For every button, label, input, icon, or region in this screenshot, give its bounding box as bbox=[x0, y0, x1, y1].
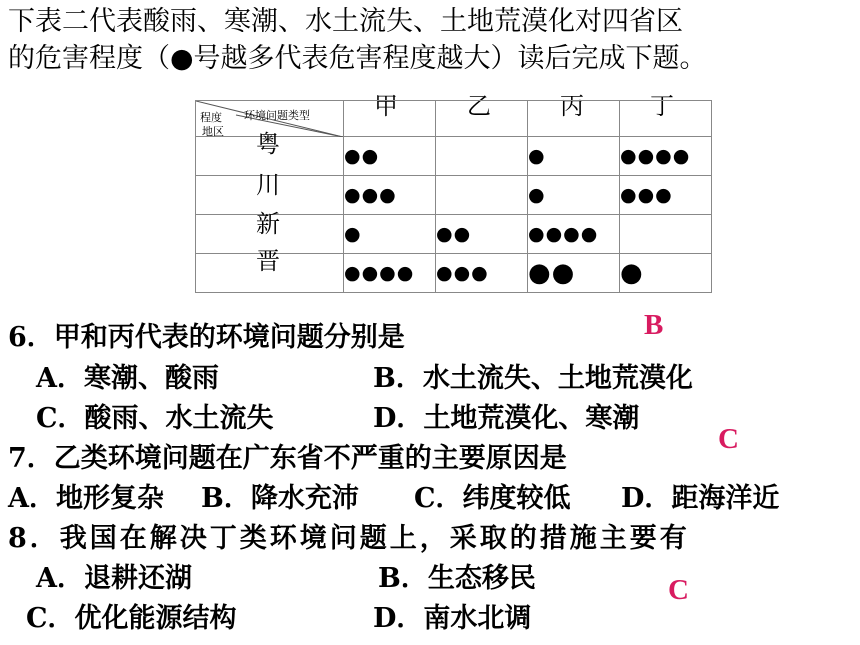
cell-yue-bing: ● bbox=[528, 137, 620, 176]
cell-jin-yi: ●●● bbox=[436, 254, 528, 293]
header-problem: 环境问题类型 bbox=[244, 109, 310, 122]
question-8-option-a: A．退耕还湖 bbox=[36, 563, 192, 594]
cell-yue-jia: ●● bbox=[344, 137, 436, 176]
region-label-xin: 新 bbox=[256, 210, 280, 238]
column-header-bing: 丙 bbox=[560, 92, 584, 120]
cell-xin-yi: ●● bbox=[436, 215, 528, 254]
question-8-option-b: B．生态移民 bbox=[378, 563, 536, 594]
region-label-chuan: 川 bbox=[256, 171, 280, 199]
header-cell bbox=[620, 101, 712, 137]
question-8-stem: 8．我国在解决丁类环境问题上，采取的措施主要有 bbox=[8, 523, 690, 554]
header-cell bbox=[344, 101, 436, 137]
header-cell bbox=[436, 101, 528, 137]
question-6-option-b: B．水土流失、土地荒漠化 bbox=[373, 363, 693, 394]
question-6-stem: 6．甲和丙代表的环境问题分别是 bbox=[8, 322, 405, 353]
answer-6: B bbox=[644, 309, 664, 341]
header-region: 地区 bbox=[202, 125, 224, 138]
cell-chuan-yi bbox=[436, 176, 528, 215]
cell-chuan-ding: ●●● bbox=[620, 176, 712, 215]
header-cell bbox=[528, 101, 620, 137]
cell-jin-ding: ● bbox=[620, 254, 712, 293]
cell-yue-yi bbox=[436, 137, 528, 176]
answer-7: C bbox=[718, 423, 739, 455]
header-degree: 程度 bbox=[200, 111, 222, 124]
cell-yue-ding: ●●●● bbox=[620, 137, 712, 176]
column-header-yi: 乙 bbox=[467, 92, 491, 120]
question-8-option-c: C．优化能源结构 bbox=[26, 603, 237, 634]
question-7-option-b: B．降水充沛 bbox=[201, 483, 359, 514]
question-6-option-d: D．土地荒漠化、寒潮 bbox=[373, 403, 640, 434]
question-7-stem: 7．乙类环境问题在广东省不严重的主要原因是 bbox=[8, 443, 567, 474]
question-7-option-a: A．地形复杂 bbox=[8, 483, 164, 514]
cell-chuan-bing: ● bbox=[528, 176, 620, 215]
region-label-jin: 晋 bbox=[256, 247, 280, 275]
column-header-jia: 甲 bbox=[374, 92, 398, 120]
cell-jin-bing: ●● bbox=[528, 254, 620, 293]
cell-xin-jia: ● bbox=[344, 215, 436, 254]
cell-xin-ding bbox=[620, 215, 712, 254]
question-8-option-d: D．南水北调 bbox=[373, 603, 532, 634]
question-6-option-c: C．酸雨、水土流失 bbox=[36, 403, 274, 434]
column-header-ding: 丁 bbox=[650, 92, 674, 120]
question-7-option-c: C．纬度较低 bbox=[414, 483, 571, 514]
answer-8: C bbox=[668, 574, 689, 606]
intro-line-1: 下表二代表酸雨、寒潮、水土流失、土地荒漠化对四省区 bbox=[8, 6, 683, 37]
region-label-yue: 粤 bbox=[256, 130, 280, 158]
question-6-option-a: A．寒潮、酸雨 bbox=[36, 363, 219, 394]
cell-xin-bing: ●●●● bbox=[528, 215, 620, 254]
question-7-option-d: D．距海洋近 bbox=[621, 483, 780, 514]
cell-jin-jia: ●●●● bbox=[344, 254, 436, 293]
cell-chuan-jia: ●●● bbox=[344, 176, 436, 215]
intro-line-2: 的危害程度（●号越多代表危害程度越大）读后完成下题。 bbox=[8, 43, 707, 74]
